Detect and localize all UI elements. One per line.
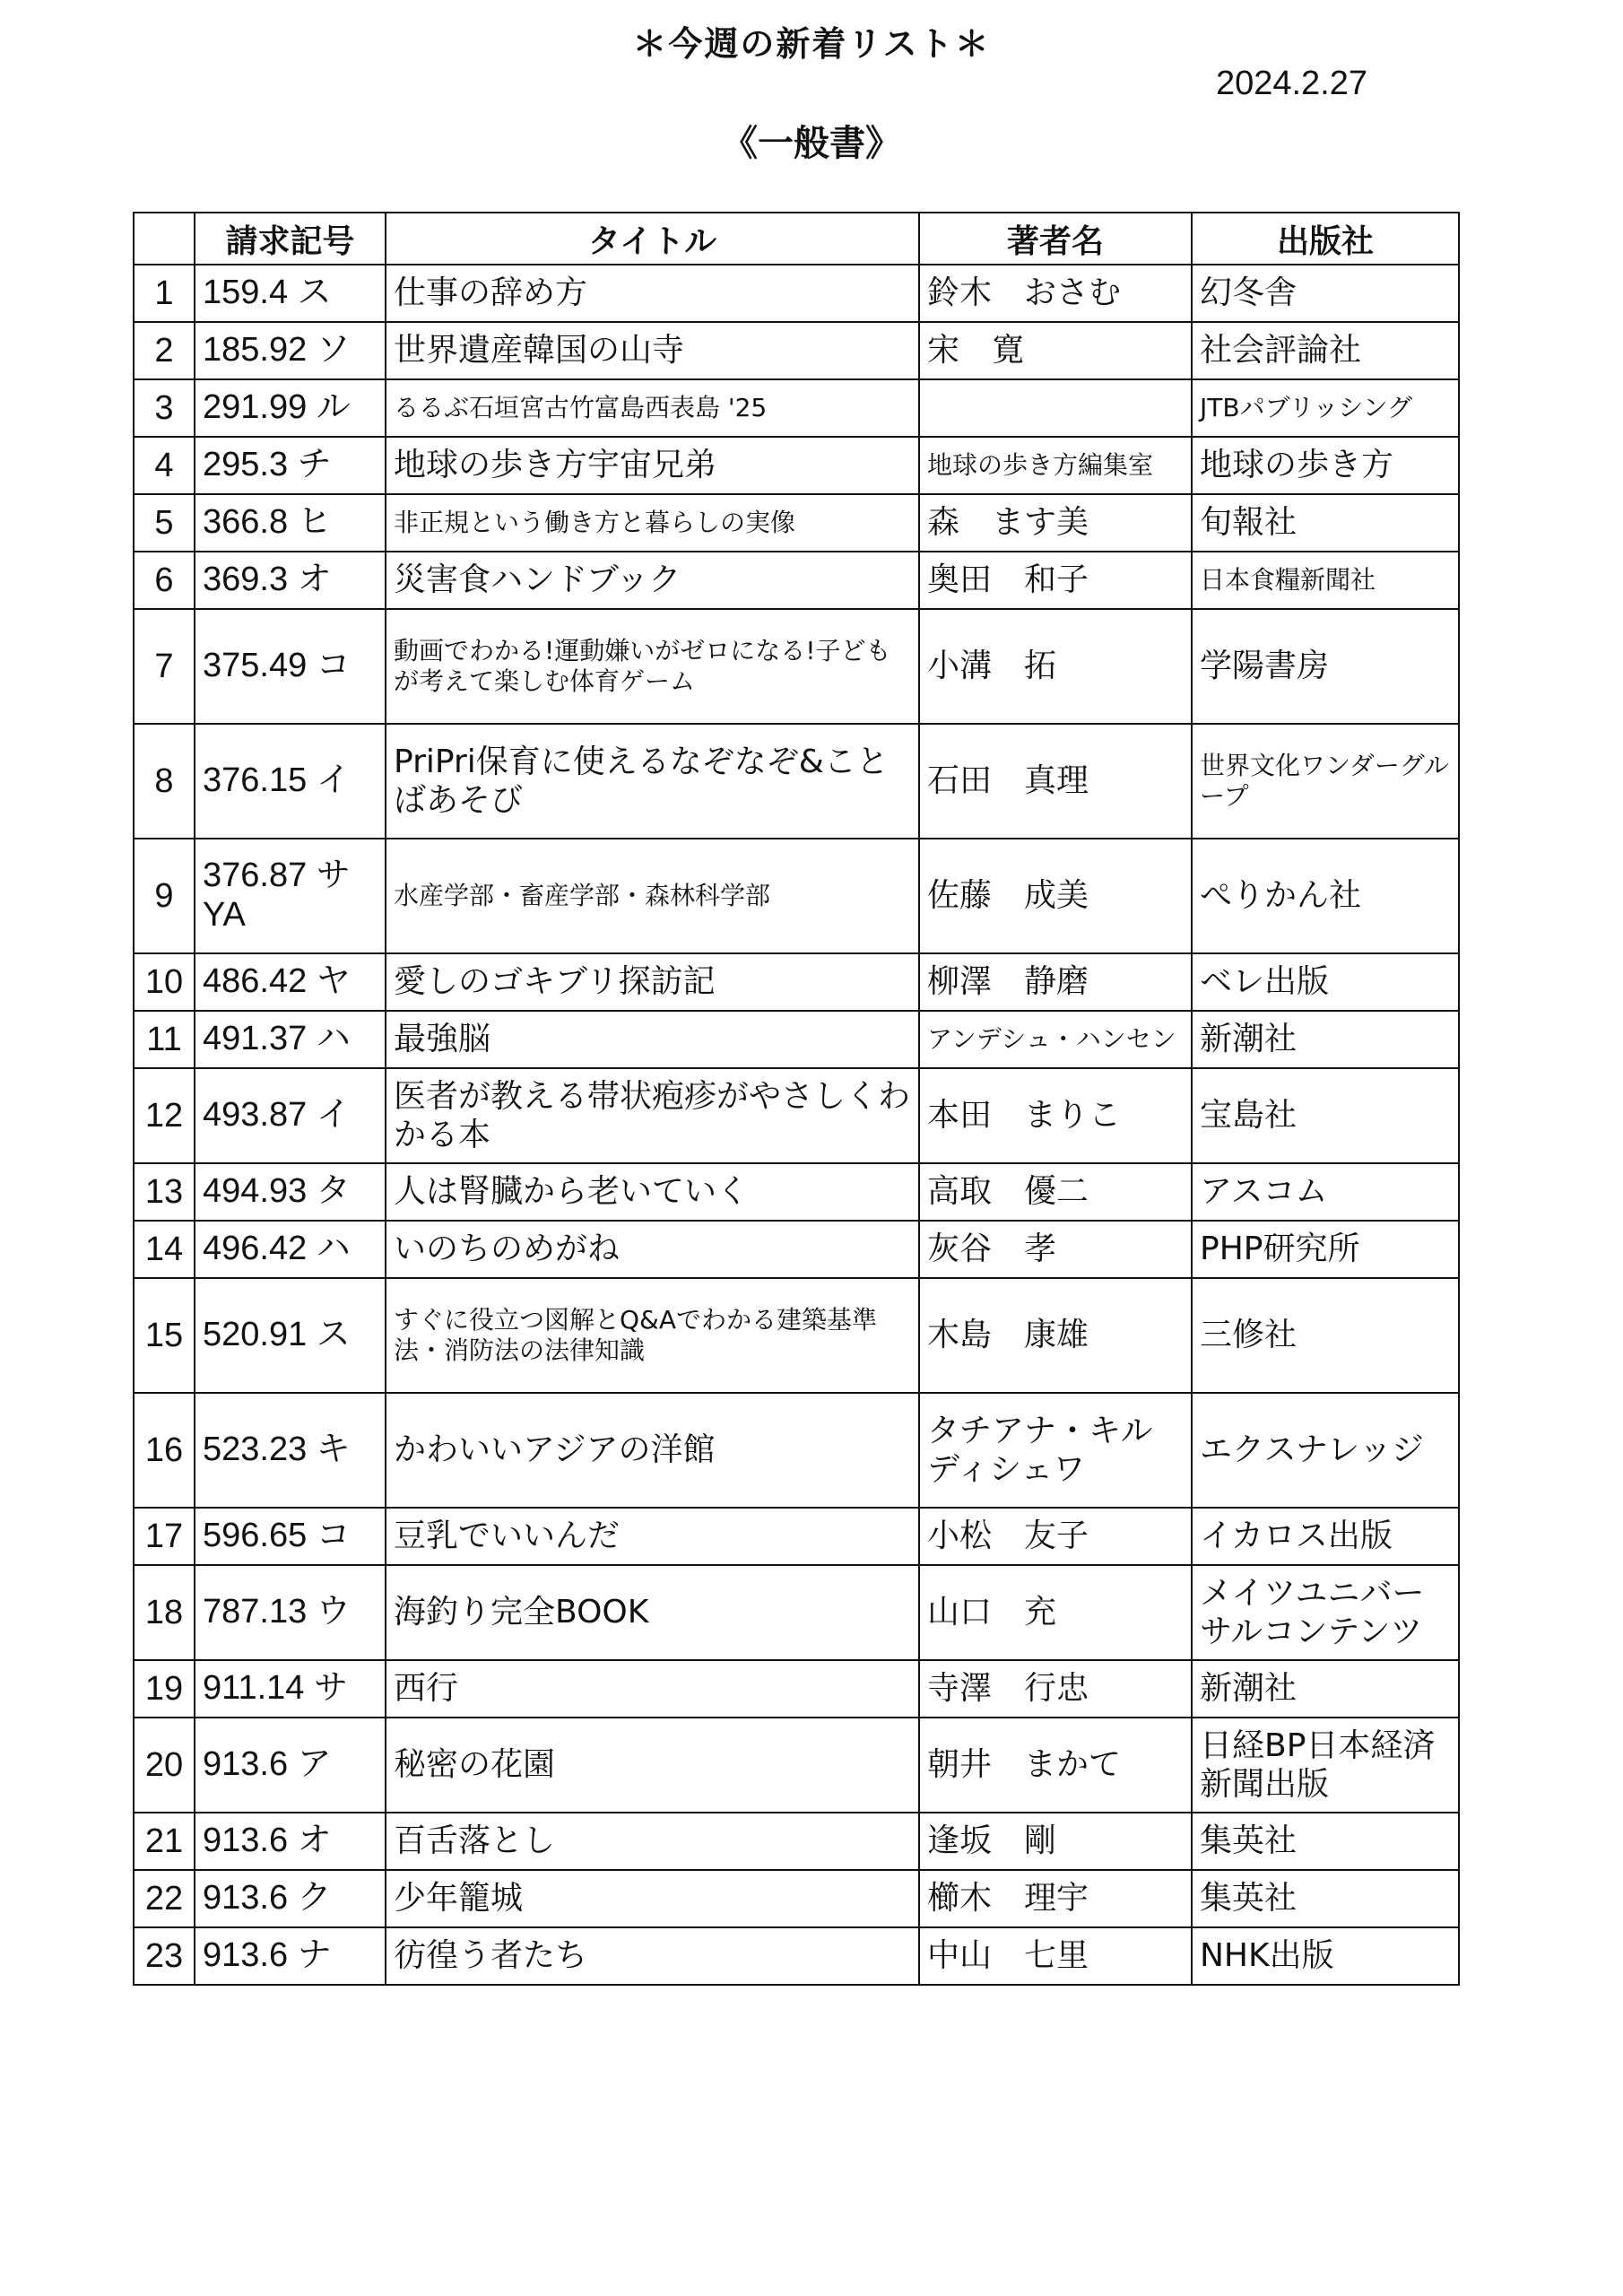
row-number: 4 [134, 437, 195, 494]
book-publisher: 幻冬舎 [1192, 265, 1459, 322]
table-row [134, 839, 1459, 953]
table-row [134, 1870, 1459, 1927]
table-header-row [134, 213, 1459, 265]
book-author: 中山 七里 [919, 1927, 1192, 1985]
call-number: 295.3 チ [195, 437, 386, 494]
row-number: 5 [134, 494, 195, 552]
book-publisher: メイツユニバーサルコンテンツ [1192, 1565, 1459, 1660]
book-title: 海釣り完全BOOK [386, 1565, 919, 1660]
call-number: 159.4 ス [195, 265, 386, 322]
book-author: 宋 寛 [919, 322, 1192, 379]
book-publisher: ベレ出版 [1192, 953, 1459, 1011]
call-number: 493.87 イ [195, 1068, 386, 1163]
book-author: 石田 真理 [919, 724, 1192, 839]
row-number: 22 [134, 1870, 195, 1927]
table-row [134, 1927, 1459, 1985]
row-number: 3 [134, 379, 195, 437]
book-publisher: イカロス出版 [1192, 1508, 1459, 1565]
book-publisher: 日経BP日本経済新聞出版 [1192, 1718, 1459, 1813]
table-row [134, 552, 1459, 609]
book-title: 仕事の辞め方 [386, 265, 919, 322]
table-row [134, 1011, 1459, 1068]
row-number: 23 [134, 1927, 195, 1985]
call-number: 913.6 オ [195, 1813, 386, 1870]
book-author: 佐藤 成美 [919, 839, 1192, 953]
row-number: 12 [134, 1068, 195, 1163]
book-author: 地球の歩き方編集室 [919, 437, 1192, 494]
row-number: 2 [134, 322, 195, 379]
row-number: 6 [134, 552, 195, 609]
book-title: 動画でわかる!運動嫌いがゼロになる!子どもが考えて楽しむ体育ゲーム [386, 609, 919, 724]
row-number: 11 [134, 1011, 195, 1068]
call-number: 520.91 ス [195, 1278, 386, 1393]
book-title: るるぶ石垣宮古竹富島西表島 '25 [386, 379, 919, 437]
header-publisher: 出版社 [1192, 213, 1459, 265]
book-title: かわいいアジアの洋館 [386, 1393, 919, 1508]
section-subtitle: 《一般書》 [722, 123, 901, 164]
row-number: 18 [134, 1565, 195, 1660]
book-author: 柳澤 静磨 [919, 953, 1192, 1011]
book-author: 灰谷 孝 [919, 1221, 1192, 1278]
book-title: 豆乳でいいんだ [386, 1508, 919, 1565]
book-author: 小溝 拓 [919, 609, 1192, 724]
call-number: 596.65 コ [195, 1508, 386, 1565]
new-arrivals-table [133, 212, 1460, 1986]
header-author: 著者名 [919, 213, 1192, 265]
book-title: 地球の歩き方宇宙兄弟 [386, 437, 919, 494]
book-publisher: ぺりかん社 [1192, 839, 1459, 953]
book-publisher: 新潮社 [1192, 1011, 1459, 1068]
call-number: 486.42 ヤ [195, 953, 386, 1011]
book-author: アンデシュ・ハンセン [919, 1011, 1192, 1068]
book-title: 彷徨う者たち [386, 1927, 919, 1985]
book-author: 山口 充 [919, 1565, 1192, 1660]
book-publisher: 集英社 [1192, 1870, 1459, 1927]
book-title: 医者が教える帯状疱疹がやさしくわかる本 [386, 1068, 919, 1163]
row-number: 13 [134, 1163, 195, 1221]
book-title: 愛しのゴキブリ探訪記 [386, 953, 919, 1011]
book-publisher: JTBパブリッシング [1192, 379, 1459, 437]
call-number: 369.3 オ [195, 552, 386, 609]
call-number: 185.92 ソ [195, 322, 386, 379]
book-publisher: 地球の歩き方 [1192, 437, 1459, 494]
call-number: 494.93 タ [195, 1163, 386, 1221]
book-title: 世界遺産韓国の山寺 [386, 322, 919, 379]
book-publisher: PHP研究所 [1192, 1221, 1459, 1278]
table-row [134, 609, 1459, 724]
book-publisher: 新潮社 [1192, 1660, 1459, 1718]
header-call-number: 請求記号 [195, 213, 386, 265]
table-row [134, 1660, 1459, 1718]
book-author: 本田 まりこ [919, 1068, 1192, 1163]
page-title: ＊今週の新着リスト＊ [632, 24, 991, 64]
book-author: 木島 康雄 [919, 1278, 1192, 1393]
book-title: 西行 [386, 1660, 919, 1718]
table-row [134, 724, 1459, 839]
book-title: 人は腎臓から老いていく [386, 1163, 919, 1221]
book-author: 逢坂 剛 [919, 1813, 1192, 1870]
book-author: 奥田 和子 [919, 552, 1192, 609]
row-number: 20 [134, 1718, 195, 1813]
book-author: 朝井 まかて [919, 1718, 1192, 1813]
row-number: 8 [134, 724, 195, 839]
book-title: PriPri保育に使えるなぞなぞ&ことばあそび [386, 724, 919, 839]
call-number: 376.87 サYA [195, 839, 386, 953]
book-title: 百舌落とし [386, 1813, 919, 1870]
table-row [134, 437, 1459, 494]
book-publisher: 社会評論社 [1192, 322, 1459, 379]
table-row [134, 1278, 1459, 1393]
table-row [134, 1068, 1459, 1163]
table-row [134, 322, 1459, 379]
table-row [134, 1508, 1459, 1565]
row-number: 9 [134, 839, 195, 953]
book-author: タチアナ・キルディシェワ [919, 1393, 1192, 1508]
row-number: 19 [134, 1660, 195, 1718]
book-title: 水産学部・畜産学部・森林科学部 [386, 839, 919, 953]
book-author: 櫛木 理宇 [919, 1870, 1192, 1927]
row-number: 14 [134, 1221, 195, 1278]
book-title: 最強脳 [386, 1011, 919, 1068]
table-row [134, 953, 1459, 1011]
row-number: 21 [134, 1813, 195, 1870]
header-title: タイトル [386, 213, 919, 265]
book-publisher: アスコム [1192, 1163, 1459, 1221]
table-row [134, 1565, 1459, 1660]
book-publisher: NHK出版 [1192, 1927, 1459, 1985]
table-row [134, 494, 1459, 552]
call-number: 491.37 ハ [195, 1011, 386, 1068]
book-author: 小松 友子 [919, 1508, 1192, 1565]
book-publisher: 宝島社 [1192, 1068, 1459, 1163]
book-publisher: エクスナレッジ [1192, 1393, 1459, 1508]
table-row [134, 379, 1459, 437]
book-author [919, 379, 1192, 437]
call-number: 911.14 サ [195, 1660, 386, 1718]
table-row [134, 1718, 1459, 1813]
book-author: 鈴木 おさむ [919, 265, 1192, 322]
book-publisher: 世界文化ワンダーグループ [1192, 724, 1459, 839]
book-title: 非正規という働き方と暮らしの実像 [386, 494, 919, 552]
book-title: 秘密の花園 [386, 1718, 919, 1813]
book-author: 高取 優二 [919, 1163, 1192, 1221]
book-title: 災害食ハンドブック [386, 552, 919, 609]
book-title: いのちのめがね [386, 1221, 919, 1278]
table-row [134, 1163, 1459, 1221]
book-publisher: 集英社 [1192, 1813, 1459, 1870]
call-number: 523.23 キ [195, 1393, 386, 1508]
book-author: 森 ます美 [919, 494, 1192, 552]
row-number: 15 [134, 1278, 195, 1393]
list-date: 2024.2.27 [1215, 65, 1367, 102]
row-number: 16 [134, 1393, 195, 1508]
table-row [134, 265, 1459, 322]
row-number: 10 [134, 953, 195, 1011]
call-number: 291.99 ル [195, 379, 386, 437]
call-number: 913.6 ク [195, 1870, 386, 1927]
call-number: 787.13 ウ [195, 1565, 386, 1660]
book-title: すぐに役立つ図解とQ&Aでわかる建築基準法・消防法の法律知識 [386, 1278, 919, 1393]
book-title: 少年籠城 [386, 1870, 919, 1927]
book-publisher: 学陽書房 [1192, 609, 1459, 724]
row-number: 17 [134, 1508, 195, 1565]
table-row [134, 1813, 1459, 1870]
row-number: 7 [134, 609, 195, 724]
book-author: 寺澤 行忠 [919, 1660, 1192, 1718]
call-number: 913.6 ナ [195, 1927, 386, 1985]
call-number: 496.42 ハ [195, 1221, 386, 1278]
book-publisher: 日本食糧新聞社 [1192, 552, 1459, 609]
header-no [134, 213, 195, 265]
table-row [134, 1393, 1459, 1508]
call-number: 366.8 ヒ [195, 494, 386, 552]
call-number: 376.15 イ [195, 724, 386, 839]
book-publisher: 旬報社 [1192, 494, 1459, 552]
table-row [134, 1221, 1459, 1278]
row-number: 1 [134, 265, 195, 322]
call-number: 375.49 コ [195, 609, 386, 724]
call-number: 913.6 ア [195, 1718, 386, 1813]
book-publisher: 三修社 [1192, 1278, 1459, 1393]
